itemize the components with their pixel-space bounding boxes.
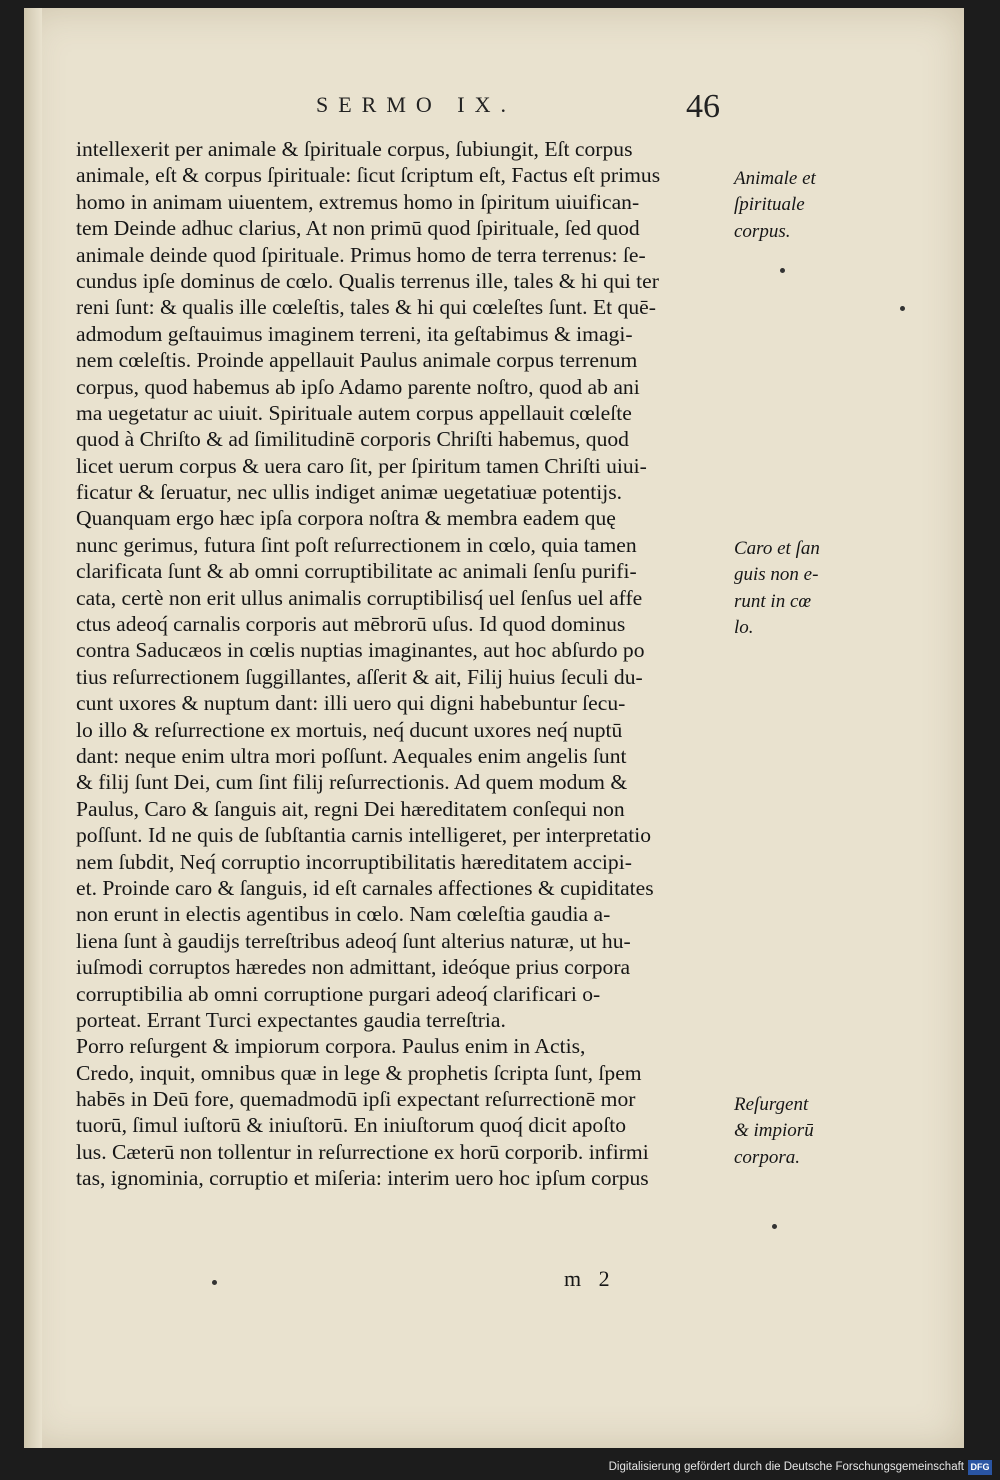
text-line: corpus, quod habemus ab ipſo Adamo parente noſtro, quod ab ani [76,374,640,399]
text-line: poſſunt. Id ne quis de ſubſtantia carnis intelligeret, per interpretatio [76,823,652,848]
text-line: licet uerum corpus & uera caro ſit, per ſpiritum tamen Chriſti uiui- [76,453,647,478]
page-number: 46 [686,88,720,125]
funding-credit: Digitalisierung gefördert durch die Deutsche Forschungsgemeinschaft [608,1461,964,1473]
margin-note-line: corpus. [734,220,791,242]
text-line: admodum geſtauimus imaginem terreni, ita geſtabimus & imagi- [76,321,633,346]
ink-speck [780,268,785,273]
text-line: ma uegetatur ac uiuit. Spirituale autem corpus appellauit cœleſte [76,400,632,425]
text-line: cata, certè non erit ullus animalis corruptibilisq́ uel ſenſus uel affe [76,585,643,610]
text-line: tas, ignominia, corruptio et miſeria: interim uero hoc ipſum corpus [76,1166,649,1191]
text-line: tuorū, ſimul iuſtorū & iniuſtorū. En iniuſtorum quoq́ dicit apoſto [76,1113,627,1138]
text-line: ficatur & ſeruatur, nec ullis indiget animæ uegetatiuæ potentijs. [76,480,623,505]
margin-note-resurgent [734,1092,844,1171]
text-line: nunc gerimus, futura ſint poſt reſurrectionem in cœlo, quia tamen [76,532,637,557]
margin-note-line: Caro et ſan [734,538,820,559]
text-line: nem ſubdit, Neq́ corruptio incorruptibilitatis hæreditatem accipi- [76,849,632,874]
text-line: reni ſunt: & qualis ille cœleſtis, tales & hi qui cœleſtes ſunt. Et quē- [76,295,656,320]
margin-note-line: Animale et [734,168,816,189]
text-line: habēs in Deū fore, quemadmodū ipſi expectant reſurrectionē mor [76,1087,636,1112]
text-line: cundus ipſe dominus de cœlo. Qualis terrenus ille, tales & hi qui ter [76,268,659,293]
text-line: Porro reſurgent & impiorum corpora. Paulus enim in Actis, [76,1034,586,1059]
book-page [24,8,964,1448]
text-line: tius reſurrectionem ſuggillantes, aſſerit & ait, Filij huius ſeculi du- [76,664,643,689]
ink-speck [900,306,905,311]
text-line: lo illo & reſurrectione ex mortuis, neq́ ducunt uxores neq́ nuptū [76,717,623,742]
text-line: animale, eſt & corpus ſpirituale: ſicut ſcriptum eſt, Factus eſt primus [76,163,661,188]
margin-note-line: guis non e- [734,564,819,586]
text-line: Paulus, Caro & ſanguis ait, regni Dei hæreditatem conſequi non [76,796,625,821]
margin-note-animale [734,166,844,245]
margin-note-line: Reſurgent [734,1094,809,1115]
text-line: dant: neque enim ultra mori poſſunt. Aequales enim angelis ſunt [76,743,627,768]
text-line: corruptibilia ab omni corruptione purgari adeoq́ clarificari o- [76,981,601,1006]
body-text [76,136,726,1192]
text-line: contra Saducæos in cœlis nuptias imaginantes, aut hoc abſurdo po [76,638,645,663]
text-line: et. Proinde caro & ſanguis, id eſt carnales affectiones & cupiditates [76,875,654,900]
text-line: tem Deinde adhuc clarius, At non primū quod ſpirituale, ſed quod [76,216,640,241]
text-line: Credo, inquit, omnibus quæ in lege & prophetis ſcripta ſunt, ſpem [76,1060,642,1085]
text-line: iuſmodi corruptos hæredes non admittant, ideóque prius corpora [76,955,631,980]
text-line: nem cœleſtis. Proinde appellauit Paulus animale corpus terrenum [76,348,638,373]
text-line: cunt uxores & nuptum dant: illi uero qui digni habebuntur ſecu- [76,691,626,716]
margin-note-line: runt in cœ [734,590,812,612]
ink-speck [772,1224,777,1229]
margin-note-line: ſpirituale [734,194,805,216]
margin-note-line: lo. [734,617,754,639]
margin-note-caro [734,536,844,642]
margin-note-line: corpora. [734,1146,800,1168]
text-line: intellexerit per animale & ſpirituale corpus, ſubiungit, Eſt corpus [76,137,633,161]
page-gutter [24,8,42,1448]
text-line: ctus adeoq́ carnalis corporis aut mēbrorū uſus. Id quod dominus [76,612,626,637]
ink-speck [212,1280,217,1285]
text-line: lus. Cæterū non tollentur in reſurrectione ex horū corporib. infirmi [76,1139,649,1164]
text-line: quod à Chriſto & ad ſimilitudinē corporis Chriſti habemus, quod [76,427,629,452]
dfg-logo: DFG [968,1460,992,1475]
text-line: clarificata ſunt & ab omni corruptibilitate ac animali ſenſu purifi- [76,559,637,584]
text-line: & filij ſunt Dei, cum ſint filij reſurrectionis. Ad quem modum & [76,770,628,795]
text-line: Quanquam ergo hæc ipſa corpora noſtra & membra eadem quę [76,506,616,531]
text-line: non erunt in electis agentibus in cœlo. Nam cœleſtia gaudia a- [76,902,611,927]
margin-note-line: & impiorū [734,1120,814,1142]
text-line: animale deinde quod ſpirituale. Primus homo de terra terrenus: ſe- [76,242,646,267]
signature-mark: m 2 [564,1266,616,1291]
text-line: homo in animam uiuentem, extremus homo in ſpiritum uiuifican- [76,189,640,214]
text-line: liena ſunt à gaudijs terreſtribus adeoq́ ſunt alterius naturæ, ut hu- [76,928,631,953]
running-head: SERMO IX. [316,92,517,117]
text-line: porteat. Errant Turci expectantes gaudia terreſtria. [76,1007,506,1032]
